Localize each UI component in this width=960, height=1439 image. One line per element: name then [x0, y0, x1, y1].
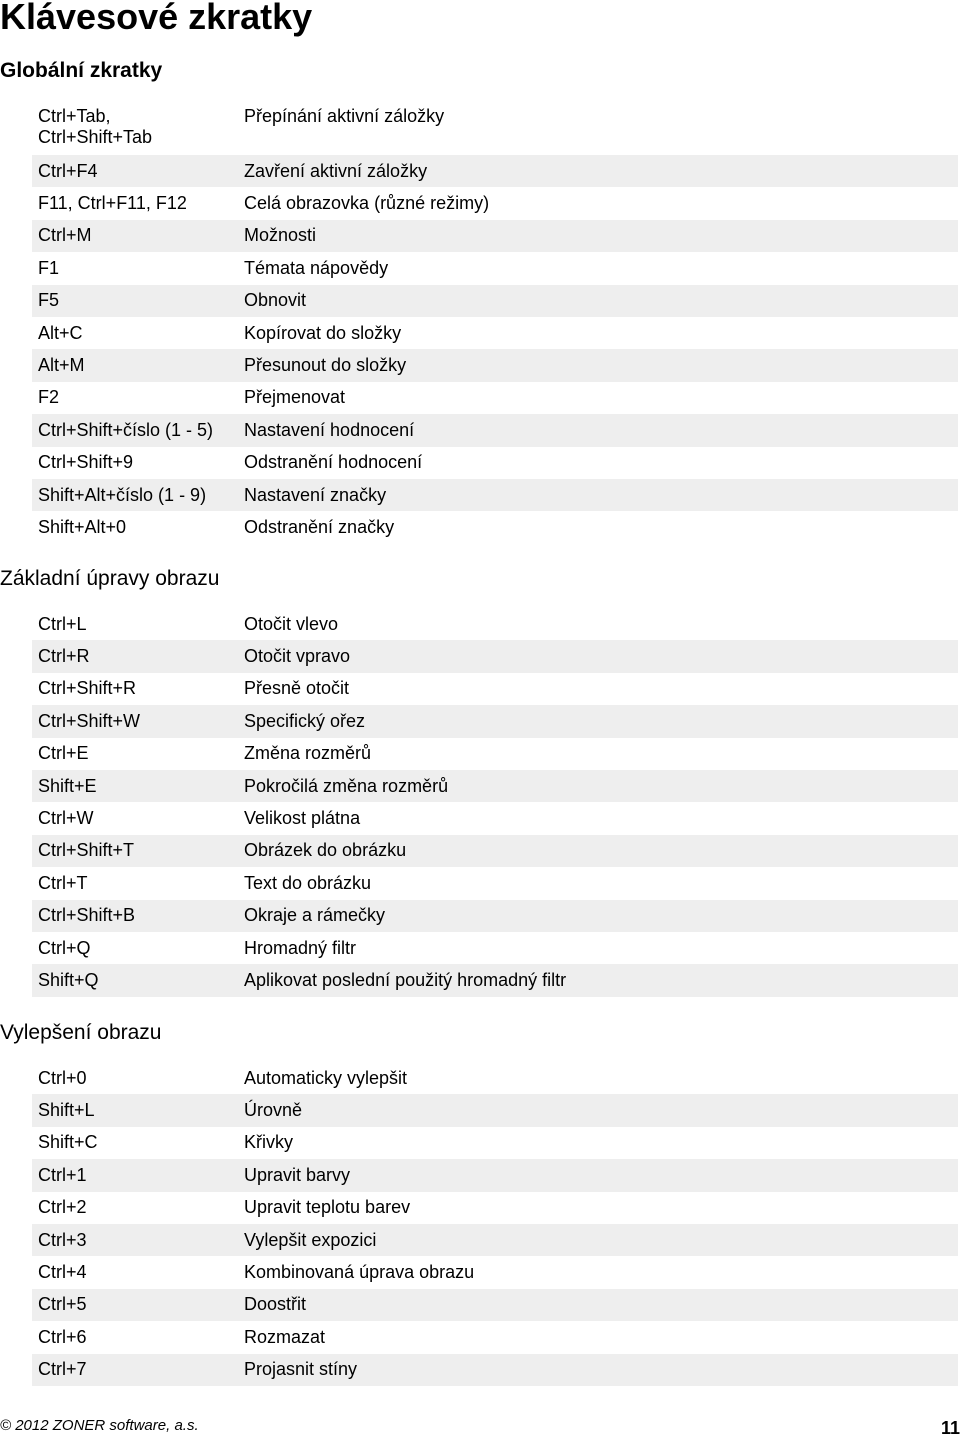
- shortcut-key: Ctrl+5: [32, 1289, 238, 1321]
- shortcut-key: Ctrl+Q: [38, 937, 91, 958]
- shortcut-action: Témata nápovědy: [244, 257, 389, 278]
- shortcut-key: Ctrl+4: [38, 1262, 87, 1283]
- shortcut-action: Pokročilá změna rozměrů: [238, 770, 958, 802]
- shortcut-table-enhancement: [32, 1062, 958, 1386]
- shortcut-key: Ctrl+F4: [32, 155, 238, 187]
- shortcut-action: Otočit vpravo: [238, 640, 958, 672]
- shortcut-action: Okraje a rámečky: [238, 900, 958, 932]
- shortcut-key: F5: [32, 285, 238, 317]
- shortcut-key: Ctrl+Shift+R: [38, 678, 137, 699]
- shortcut-row: [32, 705, 958, 737]
- section-heading-global: Globální zkratky: [0, 59, 163, 82]
- shortcut-key: F1: [38, 257, 60, 278]
- shortcut-action: Přesunout do složky: [238, 349, 958, 381]
- shortcut-key: Ctrl+6: [38, 1326, 87, 1347]
- shortcut-action: Celá obrazovka (různé režimy): [244, 193, 490, 214]
- shortcut-row: [32, 1224, 958, 1256]
- shortcut-row: [32, 1127, 958, 1159]
- shortcut-action: Vylepšit expozici: [238, 1224, 958, 1256]
- shortcut-action: Upravit teplotu barev: [244, 1197, 411, 1218]
- shortcut-key: Ctrl+Shift+B: [32, 900, 238, 932]
- footer-page-number: 11: [940, 1418, 960, 1438]
- shortcut-key: Ctrl+0: [38, 1067, 87, 1088]
- shortcut-row: [32, 964, 958, 996]
- shortcut-action: Odstranění hodnocení: [244, 452, 423, 473]
- shortcut-action: Text do obrázku: [244, 872, 372, 893]
- shortcut-key: Ctrl+Shift+T: [32, 835, 238, 867]
- shortcut-table-global: [32, 98, 958, 544]
- shortcut-key: Ctrl+Shift+číslo (1 - 5): [32, 414, 238, 446]
- shortcut-row: [32, 187, 958, 219]
- shortcut-key: Ctrl+3: [32, 1224, 238, 1256]
- shortcut-action: Upravit barvy: [238, 1159, 958, 1191]
- shortcut-row: [32, 770, 958, 802]
- shortcut-action: Přejmenovat: [244, 387, 346, 408]
- shortcut-key: Shift+Q: [32, 964, 238, 996]
- shortcut-row: [32, 220, 958, 252]
- shortcut-action: Odstranění značky: [244, 516, 395, 537]
- shortcut-row: [32, 317, 958, 349]
- shortcut-key: Ctrl+1: [32, 1159, 238, 1191]
- section-heading-basic-edits: Základní úpravy obrazu: [0, 567, 220, 590]
- shortcut-key: Shift+C: [38, 1132, 98, 1153]
- shortcut-row: [32, 1159, 958, 1191]
- shortcut-action: Křivky: [244, 1132, 293, 1153]
- shortcut-action: Specifický ořez: [238, 705, 958, 737]
- shortcut-row: [32, 479, 958, 511]
- shortcut-action: Rozmazat: [244, 1326, 326, 1347]
- shortcut-row: [32, 867, 958, 899]
- shortcut-row: [32, 1354, 958, 1386]
- shortcut-key: Ctrl+R: [32, 640, 238, 672]
- shortcut-row: [32, 1256, 958, 1288]
- shortcut-key: Shift+Alt+číslo (1 - 9): [32, 479, 238, 511]
- shortcut-action: Nastavení hodnocení: [238, 414, 958, 446]
- shortcut-row: [32, 1094, 958, 1126]
- shortcut-row: [32, 1289, 958, 1321]
- shortcut-key: Ctrl+Shift+9: [38, 452, 134, 473]
- shortcut-action: Doostřit: [238, 1289, 958, 1321]
- shortcut-action: Úrovně: [238, 1094, 958, 1126]
- shortcut-action: Kombinovaná úprava obrazu: [244, 1262, 475, 1283]
- shortcut-key: Ctrl+7: [32, 1354, 238, 1386]
- shortcut-key: F11, Ctrl+F11, F12: [38, 193, 187, 214]
- shortcut-action: Možnosti: [238, 220, 958, 252]
- shortcut-key: Ctrl+L: [38, 613, 87, 634]
- shortcut-key: Alt+M: [32, 349, 238, 381]
- shortcut-key: Shift+L: [32, 1094, 238, 1126]
- shortcut-row: [32, 900, 958, 932]
- shortcut-action: Aplikovat poslední použitý hromadný filtr: [238, 964, 958, 996]
- shortcut-key: Ctrl+Tab, Ctrl+Shift+Tab: [38, 106, 153, 147]
- shortcut-row: [32, 738, 958, 770]
- shortcut-row: [32, 1192, 958, 1224]
- shortcut-row: [32, 640, 958, 672]
- shortcut-row: [32, 414, 958, 446]
- shortcut-action: Hromadný filtr: [244, 937, 357, 958]
- shortcut-row: [32, 1321, 958, 1353]
- shortcut-action: Obrázek do obrázku: [238, 835, 958, 867]
- shortcut-row: [32, 835, 958, 867]
- shortcut-action: Přesně otočit: [244, 678, 350, 699]
- shortcut-row: [32, 447, 958, 479]
- shortcut-key: Ctrl+2: [38, 1197, 87, 1218]
- page-title: Klávesové zkratky: [0, 0, 313, 37]
- shortcut-row: [32, 511, 958, 543]
- shortcut-row: [32, 382, 958, 414]
- shortcut-action: Kopírovat do složky: [244, 322, 402, 343]
- shortcut-row: [32, 802, 958, 834]
- section-heading-enhancement: Vylepšení obrazu: [0, 1021, 162, 1044]
- shortcut-action: Změna rozměrů: [244, 743, 372, 764]
- shortcut-action: Obnovit: [238, 285, 958, 317]
- shortcut-row: [32, 349, 958, 381]
- shortcut-key: Ctrl+M: [32, 220, 238, 252]
- shortcut-action: Otočit vlevo: [244, 613, 339, 634]
- shortcut-action: Zavření aktivní záložky: [238, 155, 958, 187]
- shortcut-row: [32, 608, 958, 640]
- shortcut-key: Shift+Alt+0: [38, 516, 127, 537]
- shortcut-row: [32, 252, 958, 284]
- shortcut-action: Projasnit stíny: [238, 1354, 958, 1386]
- shortcut-key: Shift+E: [32, 770, 238, 802]
- shortcut-key: Ctrl+W: [38, 808, 94, 829]
- shortcut-action: Velikost plátna: [244, 808, 361, 829]
- shortcut-row: [32, 285, 958, 317]
- shortcut-action: Automaticky vylepšit: [244, 1067, 408, 1088]
- shortcut-key: Ctrl+E: [38, 743, 89, 764]
- footer-copyright: © 2012 ZONER software, a.s.: [0, 1417, 199, 1434]
- shortcut-table-basic-edits: [32, 608, 958, 997]
- shortcut-key: Ctrl+Shift+W: [32, 705, 238, 737]
- shortcut-row: [32, 673, 958, 705]
- shortcut-row: [32, 1062, 958, 1094]
- shortcut-key: F2: [38, 387, 60, 408]
- shortcut-row: [32, 155, 958, 187]
- shortcut-row: [32, 98, 958, 155]
- shortcut-action: Nastavení značky: [238, 479, 958, 511]
- shortcut-row: [32, 932, 958, 964]
- shortcut-action: Přepínání aktivní záložky: [244, 106, 445, 126]
- shortcut-key: Ctrl+T: [38, 872, 88, 893]
- shortcut-key: Alt+C: [38, 322, 83, 343]
